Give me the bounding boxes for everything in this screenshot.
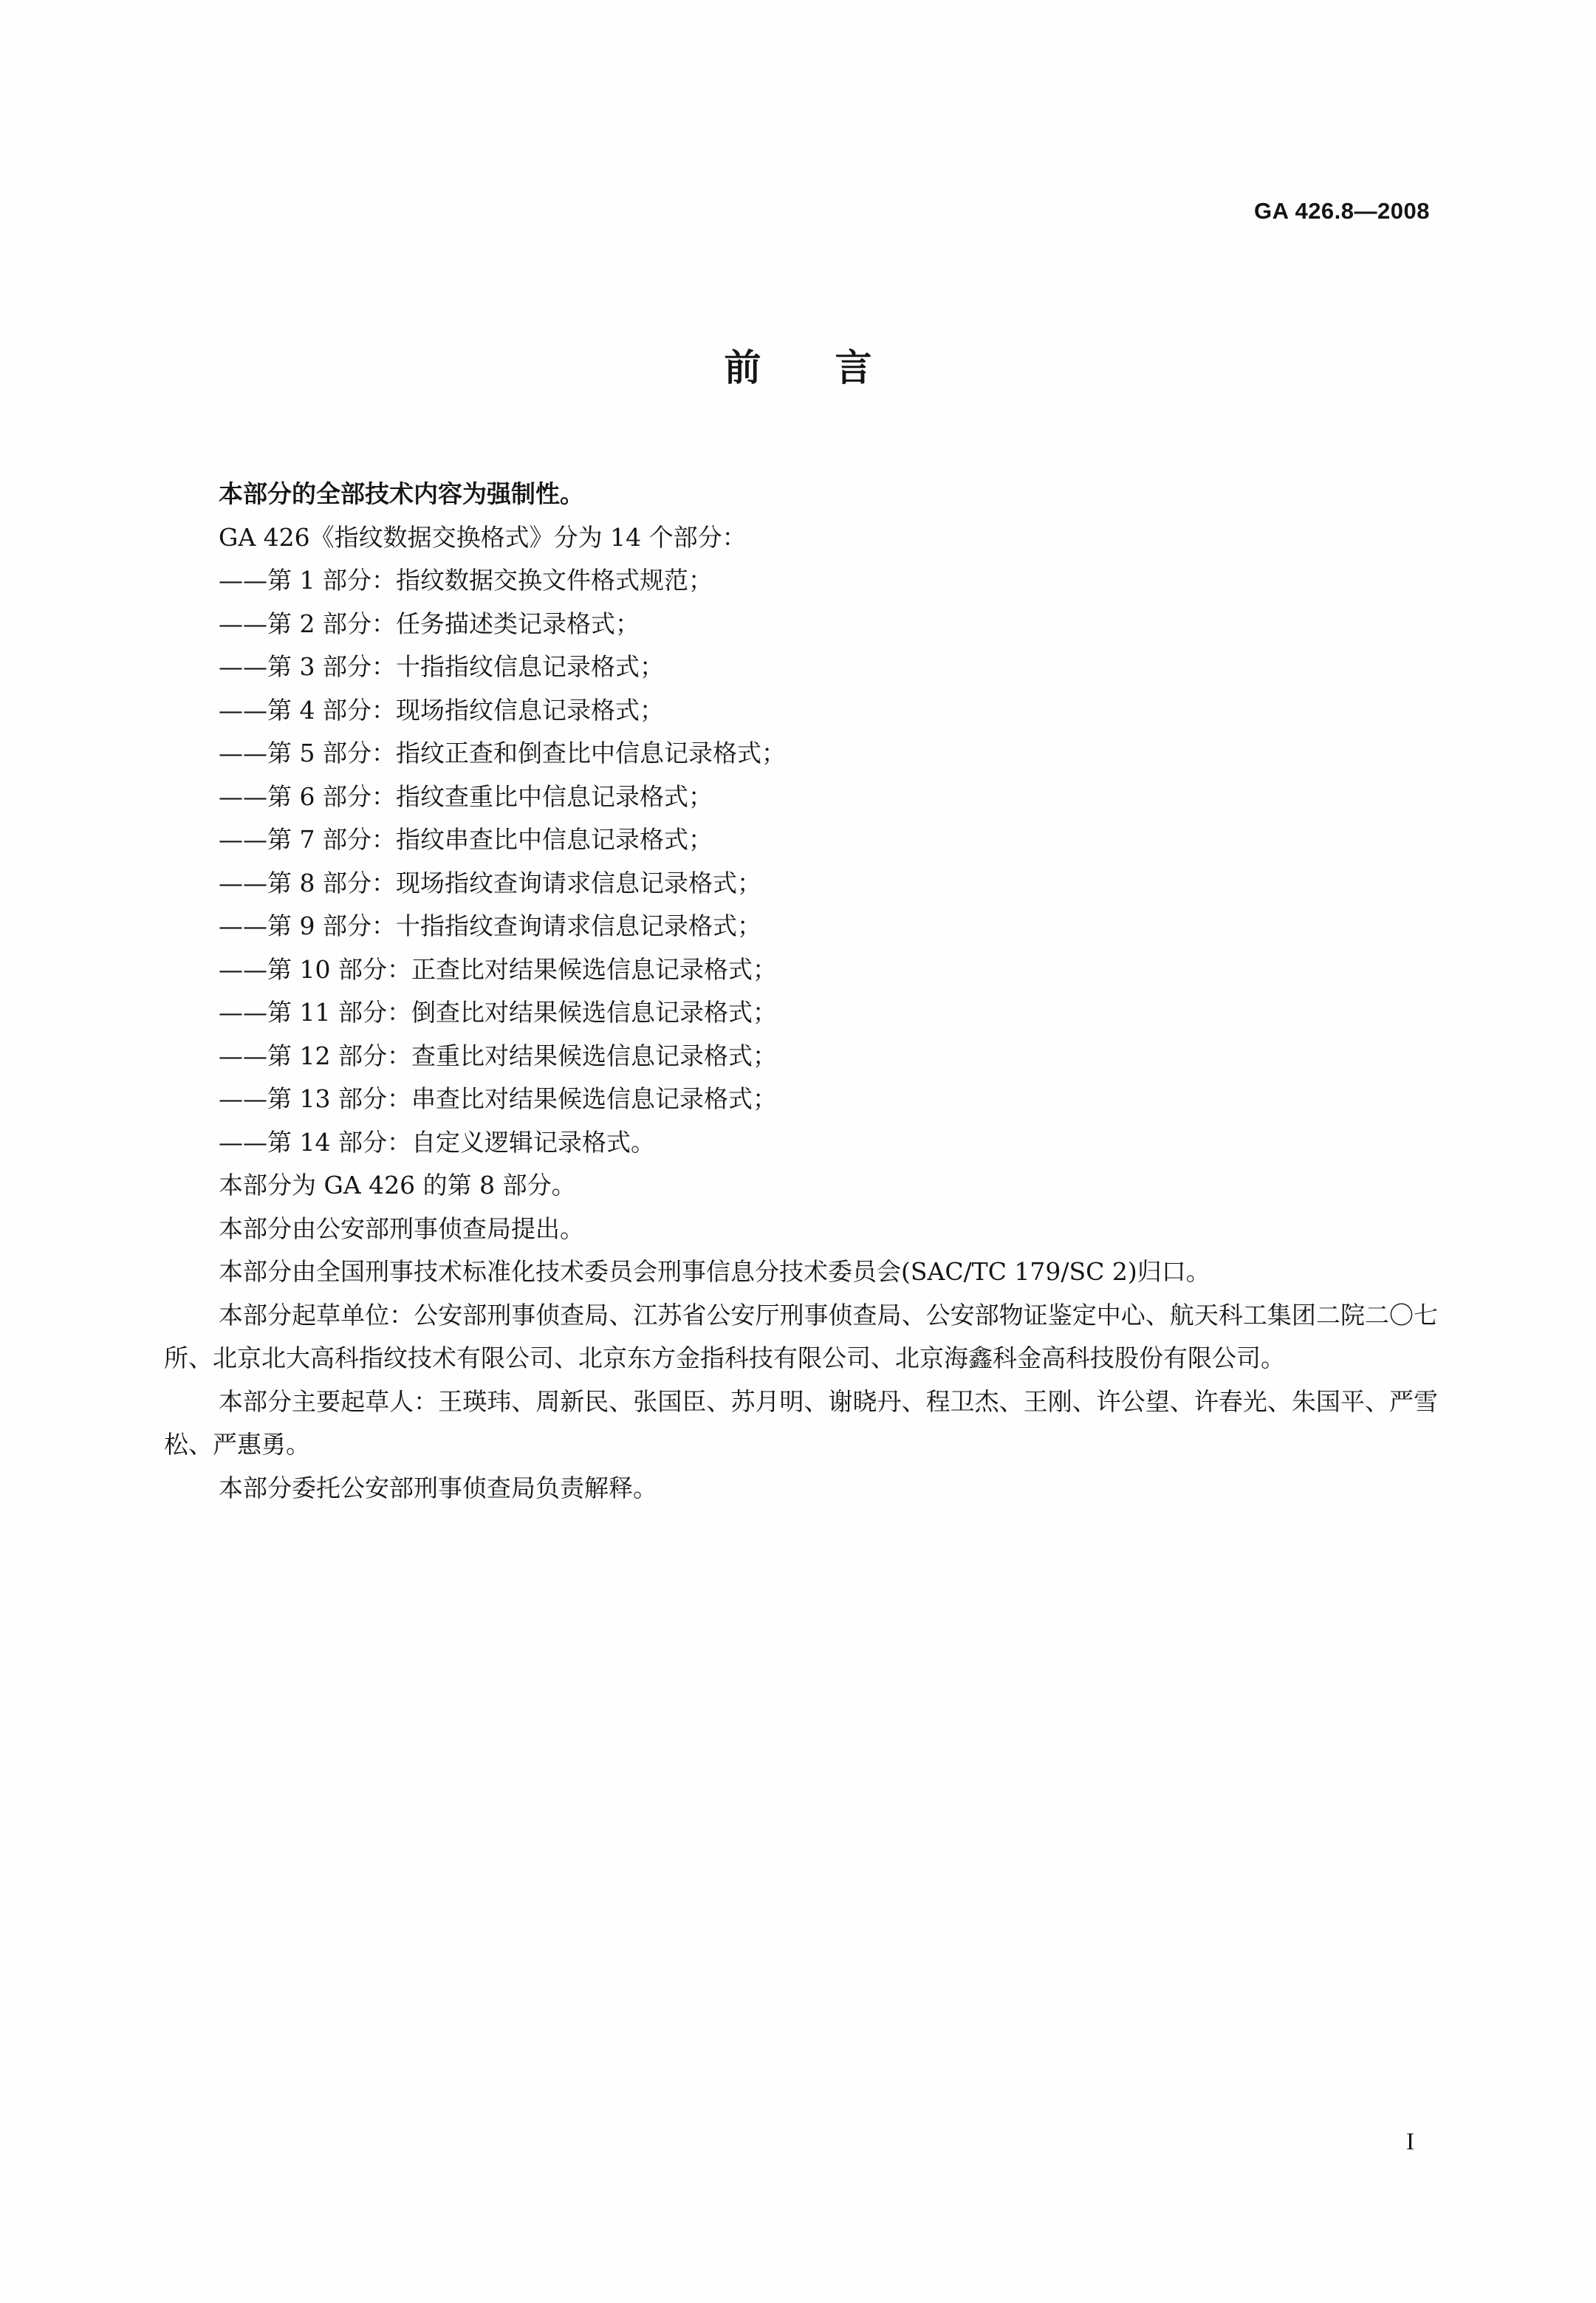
list-item: ——第 1 部分：指纹数据交换文件格式规范；: [219, 566, 713, 595]
part-of-statement: 本部分为 GA 426 的第 8 部分。: [219, 1171, 576, 1200]
list-item: ——第 13 部分：串查比对结果候选信息记录格式；: [219, 1084, 777, 1113]
list-item: ——第 6 部分：指纹查重比中信息记录格式；: [219, 781, 713, 811]
list-item: ——第 2 部分：任务描述类记录格式；: [219, 609, 640, 638]
list-item: ——第 4 部分：现场指纹信息记录格式；: [219, 695, 664, 725]
mandatory-statement: 本部分的全部技术内容为强制性。: [219, 479, 584, 508]
centralized-by-statement: 本部分由全国刑事技术标准化技术委员会刑事信息分技术委员会(SAC/TC 179/SC 2)归口。: [219, 1257, 1210, 1286]
page-number: I: [1406, 2129, 1414, 2155]
structure-statement: GA 426《指纹数据交换格式》分为 14 个部分：: [219, 522, 747, 552]
parts-list: [164, 559, 1438, 1164]
list-item: ——第 10 部分：正查比对结果候选信息记录格式；: [219, 954, 777, 984]
list-item: ——第 11 部分：倒查比对结果候选信息记录格式；: [219, 998, 777, 1027]
drafters-statement: 本部分主要起草人：王瑛玮、周新民、张国臣、苏月明、谢晓丹、程卫杰、王刚、许公望、许春光、朱国平、严雪松、严惠勇。: [164, 1386, 1438, 1459]
list-item: ——第 5 部分：指纹正查和倒查比中信息记录格式；: [219, 739, 786, 767]
list-item: ——第 7 部分：指纹串查比中信息记录格式；: [219, 825, 713, 854]
list-item: ——第 14 部分：自定义逻辑记录格式。: [219, 1127, 655, 1157]
interpretation-statement: 本部分委托公安部刑事侦查局负责解释。: [219, 1473, 657, 1502]
list-item: ——第 3 部分：十指指纹信息记录格式；: [219, 652, 664, 681]
proposed-by-statement: 本部分由公安部刑事侦查局提出。: [219, 1214, 584, 1243]
foreword-body: [164, 473, 1438, 1510]
standard-code: GA 426.8—2008: [1253, 198, 1430, 224]
list-item: ——第 9 部分：十指指纹查询请求信息记录格式；: [219, 911, 761, 940]
list-item: ——第 8 部分：现场指纹查询请求信息记录格式；: [219, 868, 761, 897]
drafting-units-statement: 本部分起草单位：公安部刑事侦查局、江苏省公安厅刑事侦查局、公安部物证鉴定中心、航天科工集团二院二〇七所、北京北大高科指纹技术有限公司、北京东方金指科技有限公司、北京海鑫科金高科技股份有限公司。: [164, 1300, 1438, 1372]
list-item: ——第 12 部分：查重比对结果候选信息记录格式；: [219, 1041, 777, 1070]
page-title: 前言: [724, 346, 946, 389]
